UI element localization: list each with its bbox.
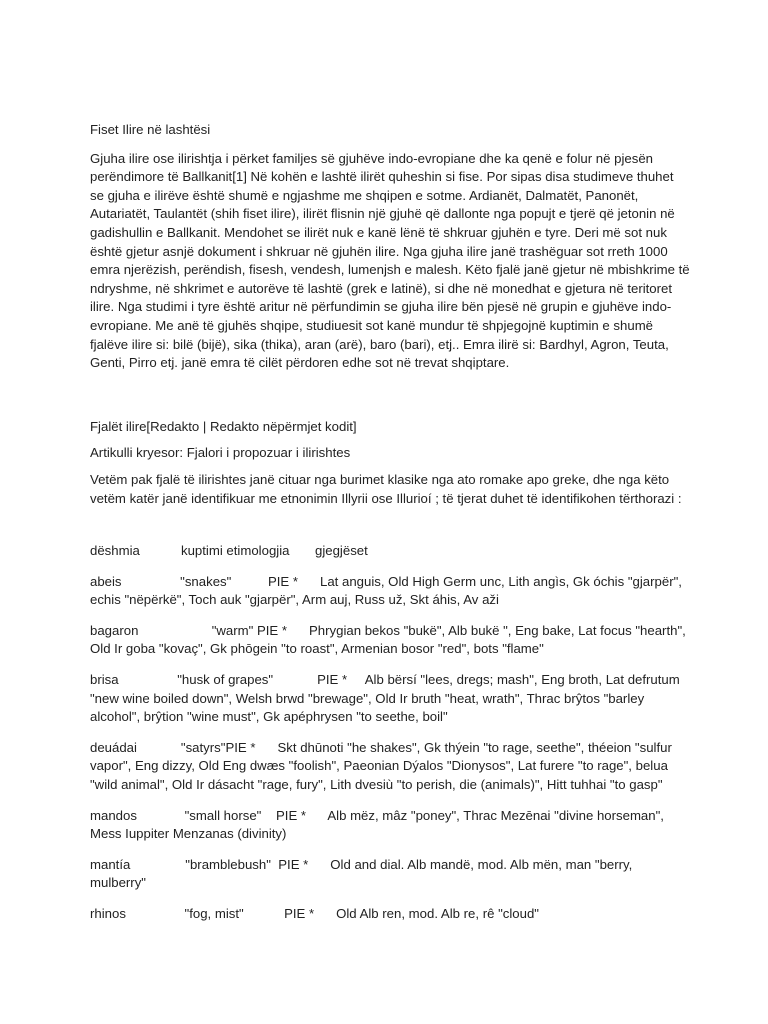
row-pie: PIE * bbox=[276, 807, 307, 823]
row-pie: PIE * bbox=[267, 573, 299, 589]
separator bbox=[122, 574, 181, 589]
spacer bbox=[90, 516, 690, 542]
row-word: rhinos bbox=[90, 906, 126, 921]
separator bbox=[138, 623, 211, 638]
column-header-meaning: kuptimi etimologjia bbox=[181, 543, 290, 559]
separator bbox=[137, 808, 185, 823]
row-word: mandos bbox=[90, 807, 137, 823]
separator bbox=[137, 740, 181, 755]
row-pie: PIE * bbox=[317, 672, 348, 688]
separator bbox=[287, 623, 309, 638]
row-meaning: "satyrs" bbox=[180, 739, 226, 755]
column-header-word: dëshmia bbox=[90, 543, 140, 559]
row-pie: PIE * bbox=[278, 856, 309, 872]
row-word: mantía bbox=[90, 856, 131, 872]
separator bbox=[256, 740, 278, 755]
separator bbox=[244, 906, 284, 921]
separator bbox=[298, 574, 320, 589]
document-page bbox=[90, 121, 690, 936]
row-pie: PIE * bbox=[225, 739, 256, 755]
row-cognates: Alb mëz, mâz "poney", Thrac Mezēnai "divine horseman", Mess Iuppiter Menzanas (divinity) bbox=[90, 807, 668, 842]
separator bbox=[126, 906, 185, 921]
row-meaning: "snakes" bbox=[180, 573, 232, 589]
main-article-note: Artikulli kryesor: Fjalori i propozuar i ilirishtes bbox=[90, 445, 351, 461]
row-word: bagaron bbox=[90, 622, 139, 638]
separator bbox=[231, 574, 268, 589]
spacer bbox=[90, 381, 690, 418]
row-word: brisa bbox=[90, 672, 119, 688]
row-pie: PIE * bbox=[284, 906, 315, 921]
row-word: deuádai bbox=[90, 739, 137, 755]
table-row bbox=[90, 905, 690, 924]
separator bbox=[347, 672, 365, 687]
word-list bbox=[90, 573, 690, 924]
row-meaning: "fog, mist" bbox=[184, 906, 244, 921]
row-meaning: "bramblebush" bbox=[185, 856, 271, 872]
separator bbox=[261, 808, 276, 823]
row-cognates: Old and dial. Alb mandë, mod. Alb mën, man "berry, mulberry" bbox=[90, 856, 636, 891]
table-row bbox=[90, 671, 690, 727]
row-pie: PIE * bbox=[256, 622, 288, 638]
row-word: abeis bbox=[90, 573, 122, 589]
document-title: Fiset Ilire në lashtësi bbox=[90, 122, 211, 137]
row-cognates: Old Alb ren, mod. Alb re, rê "cloud" bbox=[336, 906, 539, 921]
separator bbox=[314, 906, 336, 921]
section-intro-paragraph: Vetëm pak fjalë të ilirishtes janë cituar nga burimet klasike nga ato romake apo greke, dhe nga këto vetëm katër janë identifikuar me etnonimin Illyrii ose Illurioí ; të tjerat duhet të identifikohen tërthorazi : bbox=[90, 471, 682, 506]
separator bbox=[306, 808, 327, 823]
row-cognates: Phrygian bekos "bukë", Alb bukë ", Eng bake, Lat focus "hearth", Old Ir goba "kovaç", Gk phōgein "to roast", Armenian bosor "red", bots "flame" bbox=[90, 622, 690, 657]
table-header bbox=[90, 542, 690, 561]
table-row bbox=[90, 739, 690, 795]
row-cognates: Alb bërsí "lees, dregs; mash", Eng broth, Lat defrutum "new wine boiled down", Welsh brwd "brewage", Old Ir bruth "heat, wrath", Thrac brŷtos "barley alcohol", brŷtion "wine must", Gk apéphrysen "to seethe, boil" bbox=[90, 672, 684, 725]
separator bbox=[273, 672, 317, 687]
row-meaning: "small horse" bbox=[184, 807, 262, 823]
column-header-cognates: gjegjëset bbox=[315, 543, 368, 559]
separator bbox=[130, 857, 185, 872]
separator bbox=[119, 672, 178, 687]
row-cognates: Lat anguis, Old High Germ unc, Lith angìs, Gk óchis "gjarpër", echis "nëpërkë", Toch auk "gjarpër", Arm auj, Russ už, Skt áhis, Av aži bbox=[90, 573, 686, 608]
intro-paragraph: Gjuha ilire ose ilirishtja i përket familjes së gjuhëve indo-evropiane dhe ka qenë e folur në pjesën perëndimore të Ballkanit[1] Në kohën e lashtë ilirët quheshin si fise. Por sipas disa studimeve thuhet se gjuha e ilirëve është shumë e ngjashme me shqipen e sotme. Ardianët, Dalmatët, Panonët, Autariatët, Taulantët (shih fiset ilire), ilirët flisnin një gjuhë që dallonte nga popujt e tjerë që jetonin në gadishullin e Ballkanit. Mendohet se ilirët nuk e kanë lënë të shkruar gjuhën e tyre. Deri më sot nuk është gjetur asnjë dokument i shkruar në gjuhën ilire. Nga gjuha ilire janë trashëguar sot rreth 1000 emra njerëzish, perëndish, fisesh, vendesh, lumenjsh e malesh. Këto fjalë janë gjetur në mbishkrime të ndryshme, në shkrimet e autorëve të lashtë (grek e latinë), si dhe në monedhat e gjetura në teritoret ilire. Nga studimi i tyre është aritur në përfundimin se gjuha ilire bën pjesë në grupin e gjuhëve indo-evropiane. Me anë të gjuhës shqipe, studiuesit sot kanë mundur të shpjegojnë kuptimin e shumë fjalëve ilire si: bilë (bijë), sika (thika), aran (arë), baro (bari), etj.. Emra ilirë si: Bardhyl, Agron, Teuta, Genti, Pirro etj. janë emra të cilët përdoren edhe sot në trevat shqiptare. bbox=[90, 150, 690, 371]
separator bbox=[308, 857, 330, 872]
table-row bbox=[90, 573, 690, 610]
row-meaning: "husk of grapes" bbox=[177, 672, 274, 688]
section-heading: Fjalët ilire[Redakto | Redakto nëpërmjet kodit] bbox=[90, 418, 357, 434]
table-row bbox=[90, 622, 690, 659]
row-cognates: Skt dhūnoti "he shakes", Gk thýein "to rage, seethe", théeion "sulfur vapor", Eng dizzy, Old Eng dwæs "foolish", Paeonian Dýalos "Dionysos", Lat furere "to rage", belua "wild animal", Old Ir dásacht "rage, fury", Lith dvesiù "to perish, die (animals)", Hitt tuhhai "to gasp" bbox=[90, 739, 676, 793]
table-row bbox=[90, 856, 690, 893]
table-row bbox=[90, 807, 690, 844]
row-meaning: "warm" bbox=[211, 622, 254, 638]
